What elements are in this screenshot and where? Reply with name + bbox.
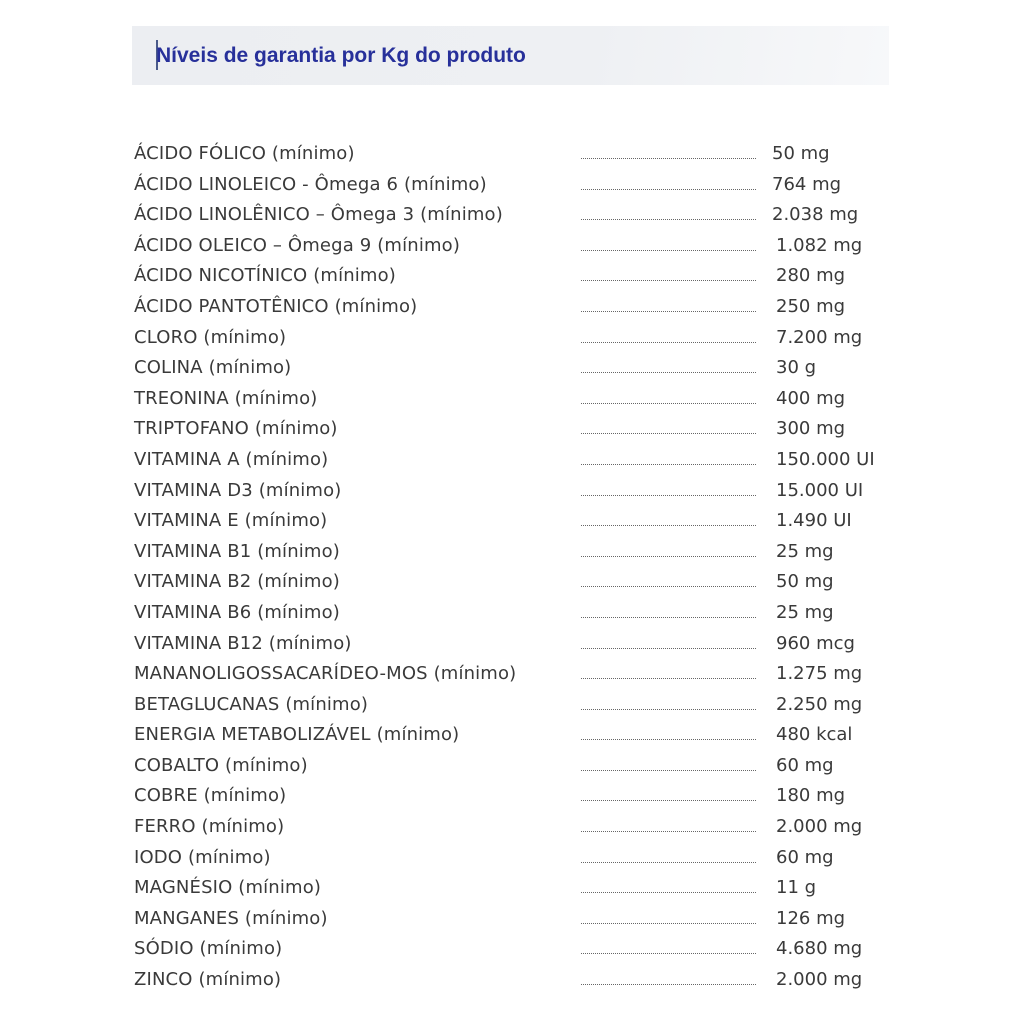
list-item (134, 965, 890, 996)
dot-leader (581, 862, 756, 863)
list-item (134, 843, 890, 874)
nutrient-name: COBRE (mínimo) (134, 785, 287, 807)
list-item (134, 231, 890, 262)
list-item (134, 659, 890, 690)
nutrient-value: 15.000 UI (776, 479, 864, 501)
dot-leader (581, 464, 756, 465)
list-item (134, 445, 890, 476)
list-item (134, 476, 890, 507)
nutrient-value: 180 mg (776, 785, 846, 807)
dot-leader (581, 189, 756, 190)
list-item (134, 323, 890, 354)
dot-leader (581, 617, 756, 618)
nutrient-value: 50 mg (772, 143, 830, 164)
nutrient-value: 300 mg (776, 418, 846, 440)
list-item (134, 384, 890, 415)
nutrient-value: 2.000 mg (776, 816, 863, 838)
dot-leader (581, 923, 756, 924)
section-header (132, 26, 889, 85)
dot-leader (581, 709, 756, 710)
nutrient-value: 764 mg (772, 173, 842, 195)
nutrient-name: ÁCIDO NICOTÍNICO (mínimo) (134, 265, 396, 287)
dot-leader (581, 892, 756, 893)
dot-leader (581, 648, 756, 649)
nutrient-value: 1.082 mg (776, 234, 863, 256)
dot-leader (581, 342, 756, 343)
list-item (134, 934, 890, 965)
nutrient-value: 400 mg (776, 387, 846, 409)
dot-leader (581, 280, 756, 281)
dot-leader (581, 678, 756, 679)
dot-leader (581, 495, 756, 496)
nutrient-value: 50 mg (776, 571, 834, 593)
dot-leader (581, 770, 756, 771)
dot-leader (581, 372, 756, 373)
nutrient-name: MANANOLIGOSSACARÍDEO-MOS (mínimo) (134, 663, 517, 685)
nutrient-value: 126 mg (776, 907, 846, 929)
nutrient-name: TRIPTOFANO (mínimo) (134, 418, 338, 440)
nutrient-name: FERRO (mínimo) (134, 816, 285, 838)
nutrient-value: 25 mg (776, 540, 834, 562)
section-title: Níveis de garantia por Kg do produto (156, 44, 526, 67)
list-item (134, 537, 890, 568)
list-item (134, 139, 890, 170)
list-item (134, 690, 890, 721)
nutrient-name: COBALTO (mínimo) (134, 754, 308, 776)
nutrient-value: 7.200 mg (776, 326, 863, 348)
list-item (134, 629, 890, 660)
nutrient-value: 60 mg (776, 846, 834, 868)
nutrient-name: ENERGIA METABOLIZÁVEL (mínimo) (134, 724, 460, 746)
list-item (134, 261, 890, 292)
list-item (134, 292, 890, 323)
dot-leader (581, 219, 756, 220)
nutrient-name: VITAMINA E (mínimo) (134, 510, 328, 532)
list-item (134, 873, 890, 904)
dot-leader (581, 311, 756, 312)
nutrient-value: 2.000 mg (776, 969, 863, 991)
list-item (134, 200, 890, 231)
nutrient-name: BETAGLUCANAS (mínimo) (134, 693, 369, 715)
list-item (134, 414, 890, 445)
dot-leader (581, 586, 756, 587)
nutrient-name: MAGNÉSIO (mínimo) (134, 877, 322, 899)
dot-leader (581, 525, 756, 526)
nutrient-name: VITAMINA B2 (mínimo) (134, 571, 340, 593)
nutrient-name: ÁCIDO FÓLICO (mínimo) (134, 143, 355, 164)
list-item (134, 170, 890, 201)
nutrient-value: 25 mg (776, 601, 834, 623)
nutrient-name: IODO (mínimo) (134, 846, 271, 868)
nutrient-name: VITAMINA A (mínimo) (134, 448, 329, 470)
nutrient-name: MANGANES (mínimo) (134, 907, 328, 929)
nutrient-value: 2.250 mg (776, 693, 863, 715)
nutrient-name: VITAMINA B1 (mínimo) (134, 540, 340, 562)
list-item (134, 567, 890, 598)
dot-leader (581, 800, 756, 801)
dot-leader (581, 831, 756, 832)
nutrient-name: ÁCIDO LINOLÊNICO – Ômega 3 (mínimo) (134, 204, 503, 226)
nutrient-name: SÓDIO (mínimo) (134, 938, 283, 960)
nutrient-name: CLORO (mínimo) (134, 326, 287, 348)
nutrient-value: 60 mg (776, 754, 834, 776)
nutrient-name: VITAMINA B12 (mínimo) (134, 632, 352, 654)
list-item (134, 353, 890, 384)
dot-leader (581, 556, 756, 557)
nutrient-value: 1.275 mg (776, 663, 863, 685)
list-item (134, 904, 890, 935)
nutrient-value: 4.680 mg (776, 938, 863, 960)
nutrient-name: TREONINA (mínimo) (134, 387, 318, 409)
list-item (134, 812, 890, 843)
list-item (134, 506, 890, 537)
dot-leader (581, 739, 756, 740)
dot-leader (581, 984, 756, 985)
nutrient-name: ÁCIDO OLEICO – Ômega 9 (mínimo) (134, 234, 460, 256)
dot-leader (581, 158, 756, 159)
nutrient-value: 280 mg (776, 265, 846, 287)
dot-leader (581, 250, 756, 251)
guarantee-levels-list (134, 139, 890, 996)
nutrient-name: ÁCIDO LINOLEICO - Ômega 6 (mínimo) (134, 173, 487, 195)
nutrient-value: 960 mcg (776, 632, 855, 654)
dot-leader (581, 403, 756, 404)
nutrient-name: VITAMINA D3 (mínimo) (134, 479, 342, 501)
list-item (134, 751, 890, 782)
nutrient-value: 480 kcal (776, 724, 853, 746)
nutrient-name: VITAMINA B6 (mínimo) (134, 601, 340, 623)
dot-leader (581, 953, 756, 954)
nutrient-name: ZINCO (mínimo) (134, 969, 282, 991)
nutrient-name: COLINA (mínimo) (134, 357, 292, 379)
list-item (134, 720, 890, 751)
nutrient-value: 2.038 mg (772, 204, 859, 226)
nutrient-value: 30 g (776, 357, 817, 379)
nutrient-value: 250 mg (776, 295, 846, 317)
nutrient-name: ÁCIDO PANTOTÊNICO (mínimo) (134, 295, 418, 317)
dot-leader (581, 433, 756, 434)
list-item (134, 598, 890, 629)
nutrient-value: 1.490 UI (776, 510, 852, 532)
nutrient-value: 11 g (776, 877, 817, 899)
list-item (134, 781, 890, 812)
nutrient-value: 150.000 UI (776, 448, 875, 470)
